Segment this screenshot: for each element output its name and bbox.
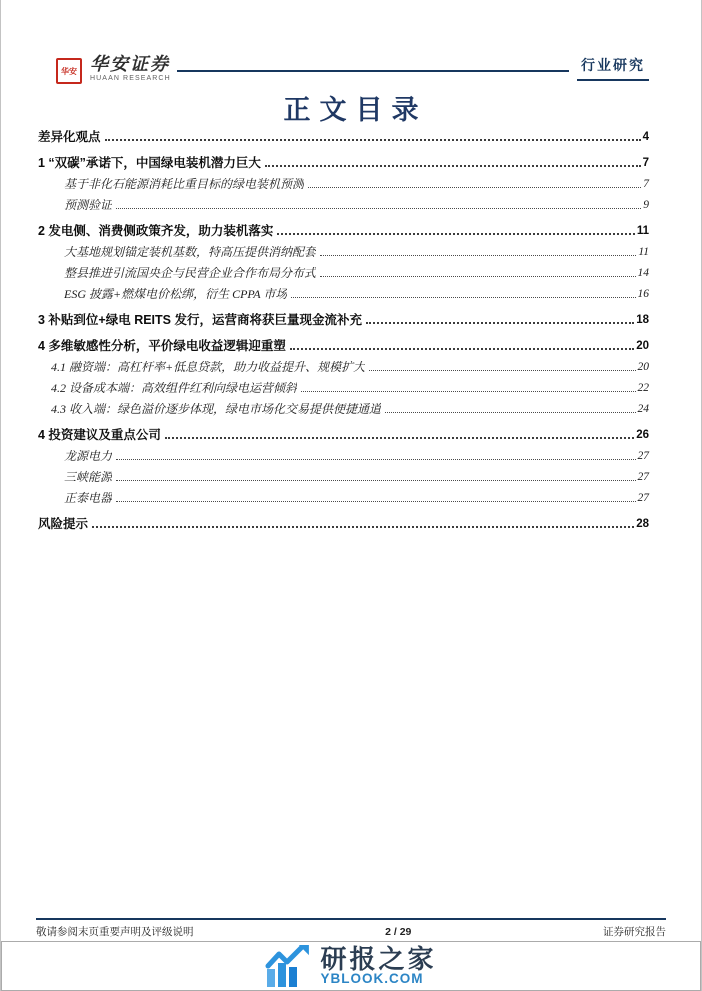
toc-entry-page: 27 — [637, 471, 649, 483]
toc-entry-page: 11 — [636, 225, 649, 237]
toc-entry-label: 差异化观点 — [38, 130, 101, 144]
report-category-label: 行业研究 — [577, 55, 649, 81]
toc-entry-label: 龙源电力 — [64, 449, 113, 463]
toc-entry-label: 风险提示 — [38, 517, 89, 531]
toc-entry[interactable] — [38, 381, 649, 395]
toc-entry[interactable] — [38, 156, 649, 170]
toc-entry-label: 基于非化石能源消耗比重目标的绿电装机预测 — [64, 177, 305, 191]
watermark-banner[interactable] — [1, 941, 701, 991]
toc-entry-page: 27 — [637, 450, 649, 462]
footer-disclaimer: 敬请参阅末页重要声明及评级说明 — [36, 927, 194, 938]
page-header — [56, 55, 649, 84]
toc-entry-label: 三峡能源 — [64, 470, 113, 484]
toc-entry-page: 7 — [643, 178, 649, 190]
toc-entry[interactable] — [38, 470, 649, 484]
toc-dotted-leader — [301, 391, 635, 392]
toc-entry[interactable] — [38, 287, 649, 301]
toc-entry-page: 9 — [643, 199, 649, 211]
toc-dotted-leader — [116, 501, 635, 502]
toc-list — [38, 130, 649, 531]
toc-entry[interactable] — [38, 360, 649, 374]
footer-report-type: 证券研究报告 — [603, 927, 666, 938]
toc-entry[interactable] — [38, 198, 649, 212]
toc-entry-label: ESG 披露+燃煤电价松绑，衍生 CPPA 市场 — [64, 287, 288, 301]
toc-entry-label: 大基地规划锚定装机基数，特高压提供消纳配套 — [64, 245, 317, 259]
toc-dotted-leader — [116, 480, 635, 481]
toc-entry-page: 24 — [637, 403, 649, 415]
toc-dotted-leader — [265, 165, 641, 167]
toc-entry-page: 4 — [642, 131, 649, 143]
chart-growth-icon — [265, 945, 311, 987]
toc-dotted-leader — [92, 526, 634, 528]
page-footer — [36, 924, 666, 939]
toc-dotted-leader — [320, 276, 635, 277]
toc-entry-page: 18 — [636, 314, 649, 326]
toc-entry[interactable] — [38, 339, 649, 353]
toc-entry-label: 预测验证 — [64, 198, 113, 212]
toc-entry-label: 正泰电器 — [64, 491, 113, 505]
toc-entry-page: 27 — [637, 492, 649, 504]
toc-entry-page: 20 — [636, 340, 649, 352]
toc-dotted-leader — [291, 297, 635, 298]
toc-dotted-leader — [277, 233, 634, 235]
footer-rule — [36, 918, 666, 920]
watermark-site-name: 研报之家 — [320, 943, 437, 974]
toc-entry-page: 28 — [636, 518, 649, 530]
toc-entry[interactable] — [38, 130, 649, 144]
toc-entry-label: 整县推进引流国央企与民营企业合作布局分布式 — [64, 266, 317, 280]
toc-entry[interactable] — [38, 266, 649, 280]
toc-entry[interactable] — [38, 177, 649, 191]
toc-entry[interactable] — [38, 428, 649, 442]
toc-entry-label: 4.1 融资端：高杠杆率+低息贷款，助力收益提升、规模扩大 — [51, 360, 366, 374]
toc-dotted-leader — [105, 139, 641, 141]
toc-entry-label: 4 投资建议及重点公司 — [38, 428, 161, 442]
toc-entry-page: 7 — [642, 157, 649, 169]
toc-entry-label: 1 “双碳”承诺下，中国绿电装机潜力巨大 — [38, 156, 261, 170]
seal-text: 华安 — [61, 66, 77, 76]
brand-name-en: HUAAN RESEARCH — [90, 75, 171, 82]
toc-entry-page: 22 — [637, 382, 649, 394]
watermark-text-block — [320, 943, 437, 986]
watermark-site-url: YBLOOK.COM — [320, 970, 424, 986]
toc-dotted-leader — [308, 187, 641, 188]
toc-entry[interactable] — [38, 245, 649, 259]
toc-entry[interactable] — [38, 402, 649, 416]
page-number-indicator: 2 / 29 — [385, 926, 412, 938]
brand-block — [90, 55, 171, 82]
toc-entry-label: 4 多维敏感性分析，平价绿电收益逻辑迎重塑 — [38, 339, 286, 353]
toc-dotted-leader — [366, 322, 634, 324]
toc-entry-page: 26 — [636, 429, 649, 441]
toc-dotted-leader — [290, 348, 634, 350]
toc-entry-label: 2 发电侧、消费侧政策齐发，助力装机落实 — [38, 224, 274, 238]
toc-dotted-leader — [320, 255, 636, 256]
toc-entry[interactable] — [38, 491, 649, 505]
toc-dotted-leader — [385, 412, 635, 413]
toc-entry-page: 11 — [638, 246, 649, 258]
page-title: 正文目录 — [283, 95, 428, 125]
header-rule — [177, 70, 569, 72]
toc-entry[interactable] — [38, 449, 649, 463]
toc-entry[interactable] — [38, 224, 649, 238]
toc-entry-label: 4.2 设备成本端：高效组件红利向绿电运营倾斜 — [51, 381, 298, 395]
toc-entry[interactable] — [38, 313, 649, 327]
toc-entry-label: 3 补贴到位+绿电 REITS 发行，运营商将获巨量现金流补充 — [38, 313, 362, 327]
toc-dotted-leader — [116, 459, 635, 460]
brand-name-cn: 华安证券 — [90, 54, 170, 74]
toc-dotted-leader — [116, 208, 641, 209]
toc-entry-label: 4.3 收入端：绿色溢价逐步体现，绿电市场化交易提供便捷通道 — [51, 402, 382, 416]
toc-entry[interactable] — [38, 517, 649, 531]
toc-entry-page: 16 — [637, 288, 649, 300]
toc-dotted-leader — [369, 370, 635, 371]
toc-entry-page: 20 — [637, 361, 649, 373]
huaan-seal-icon — [56, 58, 82, 84]
toc-entry-page: 14 — [637, 267, 649, 279]
toc-dotted-leader — [165, 437, 634, 439]
